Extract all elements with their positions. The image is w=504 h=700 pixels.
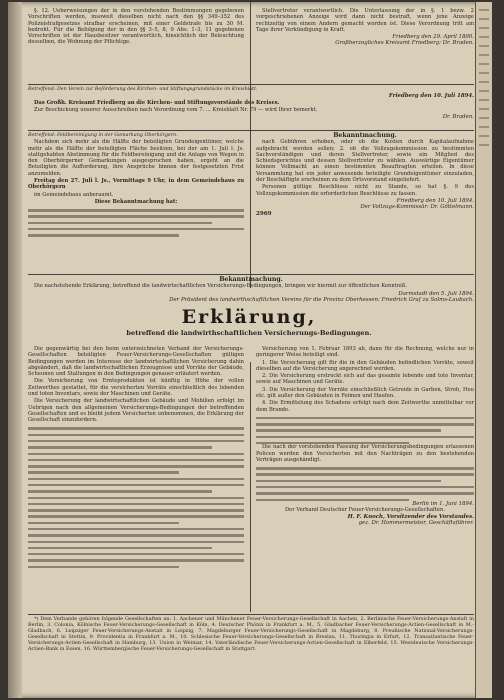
notice-date: Friedberg den 10. Juli 1894. xyxy=(388,93,474,100)
signature-date: Berlin im 1. Juni 1894. xyxy=(412,500,474,507)
declaration-subtitle: betreffend die landwirthschaftlichen Versicherungs-Bedingungen. xyxy=(126,329,372,337)
declaration-left-column xyxy=(28,346,244,568)
announcement-block xyxy=(256,133,474,217)
signature-commissioner: Der Vollzugs-Kommissär: Dr. Göttelmann. xyxy=(360,204,474,211)
top-right-paragraph xyxy=(256,8,474,47)
notice-text: Zur Beschickung unserer Ausschreiben nach Verordnung vom 7. ... Kreisblatt Nr. 79 — wird Ihrer bemerkt. xyxy=(34,106,318,113)
declaration-title: Erklärung, xyxy=(181,306,317,328)
notice-signature: Der Präsident des landwirthschaftlichen Vereins für die Provinz Oberhessen: Friedrich Graf zu Solms-Laubach. xyxy=(169,296,474,303)
announcement-heading: Bekanntmachung. xyxy=(333,132,397,139)
notice-addressee: Das Großh. Kreisamt Friedberg an die Kirchen- und Stiftungsvorstände des Kreises. xyxy=(34,99,280,106)
top-left-paragraph xyxy=(28,8,244,47)
list-item: 4. Die Ermittelung des Schadens erfolgt nach dem Zeitwerthe unmittelbar vor dem Brande. xyxy=(256,400,474,413)
footnote xyxy=(28,617,474,653)
insurance-notice xyxy=(28,277,474,303)
newspaper-page xyxy=(8,2,492,698)
list-item: 3. Die Versicherung der Vorräte einschließlich Getreide in Garben, Stroh, Heu etc. gilt außer den Gebäuden in Feimen und Haufen. xyxy=(256,386,474,400)
signature-date: Friedberg den 10. Juli 1894. xyxy=(396,197,474,204)
paragraph-text: Die Versicherung der landwirtschaftlichen Gebäude und Mobilien erfolgt im Uebrigen nach den allgemeinen Versicherungs-Bedingungen der betreffenden Gesellschaften und es bleibt jedem Versicherten unbenommen, die Erklärung der Gesellschaft einzufordern. xyxy=(28,398,244,424)
meeting-date: Freitag den 27. Juli l. Js., Vormittags 9 Uhr, in dem Gemeindehaus zu Oberhörgern xyxy=(28,178,244,191)
paragraph-text: §. 12. Ueberweisungen der in den vorstehenden Bestimmungen gegebenen Vorschriften werden, insoweit dieselben nicht nach den §§ 349–352 des Polizeistrafgesetzes strafbar erscheinen, mit einer Geldstrafe bis zu 30 M. bedroht. Für die Befolgung der in den §§ 3–5, 8, 9 Abs. 1–3, 11 gegebenen Vorschriften ist der Hausbesitzer verantwortlich, hinsichtlich der Beleuchtung desselben, die Wohnung der Pflichtige. xyxy=(28,8,244,46)
binding-gutter xyxy=(8,2,22,698)
church-notice xyxy=(28,87,474,120)
signature-manager: gez. Dr. Hammermeister, Geschäftsführer. xyxy=(358,519,474,526)
notice-text: Die nachstehende Erklärung, betreffend die landwirtschaftlichen Versicherungs-Bedingungen, bringen wir hiermit zur öffentlichen Kenntniß. xyxy=(34,283,407,290)
paragraph-text: Stellvertreter verantwortlich. Die Unterlassung der in §. 1 bezw. 2 vorgeschriebenen Anzeige wird dann nicht bestraft, wenn jene Anzeige rechtzeitig von einem Andern gemacht worden ist. Diese Verordnung tritt am Tage ihrer Verkündigung in Kraft. xyxy=(256,8,474,33)
agenda-label: Diese Bekanntmachung hat: xyxy=(94,198,178,205)
paragraph-text: Die gegenwärtig bei den beim unterzeichneten Verband der Versicherungs-Gesellschaften beteiligten Feuer-Versicherungs-Gesellschaften gültigen Bedingungen werden im Interesse der landwirtschaftlichen Versicherung dahin abgeändert, daß die landwirtschaftlichen Erzeugnisse und Vorräte der Gebäude, Scheunen und Stallungen in den Bedingungen genauer erläutert werden. xyxy=(28,346,244,378)
reference-number: 2969 xyxy=(256,210,272,217)
signature-authority: Großherzogliches Kreisamt Friedberg: Dr. Braden. xyxy=(335,40,474,47)
organization-name: Der Verband Deutscher Feuer-Versicherungs-Gesellschaften. xyxy=(285,507,445,514)
paragraph-text: nach Gebühren erhoben, oder ob die Kosten durch Kapitalaufnahme aufgebracht werden sollen; 2. ob die Vollzugskommission zu bestimmten Sachverständigen und deren Stellvertreter, sowie ein Mitglied des Schiedsgerichtes und dessen Stellvertreter zu wählen. Auswärtige Eigentümer können Vollmacht an einen bestimmten Beauftragten erteilen. In diese Versammlung hat ein jeder anwesende beteiligte Grundeigentümer einzuladen, der Beschäftigte erscheinen zu dem Ortsvorstand eingeliefert. xyxy=(256,139,474,184)
paragraph-text: Nachdem sich mehr als die Hälfte der beteiligten Grundeigentümer, welche mehr als die Hälfte der beteiligten Fläche besitzen, bei der am 1. Juli l. Js. stattgehabten Abstimmung für die Feldbereinigung und die Anlage von Wegen in den Oberhörgerner Gemarkungen ausgesprochen haben, ergeht an die Beteiligten die Aufforderung, ihre Ansprüche binnen der festgesetzten Frist anzumelden. xyxy=(28,139,244,177)
paragraph-text: Die nach der vorstehenden Fassung der Versicherungsbedingungen erlassenen Policen werden den Versicherten mit den Nachträgen zu den bestehenden Verträgen ausgehändigt. xyxy=(256,444,474,463)
field-consolidation-notice xyxy=(28,133,244,237)
paragraph-text: Die Versicherung von Ernteprodukten ist künftig in Höhe der vollen Zeitwerthes gestattet, für die versicherten Vorräte einschließlich des lebenden und toten Inventars, sowie der Maschinen und Geräte. xyxy=(28,378,244,398)
column-divider-top xyxy=(250,2,251,288)
signature-date: Friedberg den 29. April 1890. xyxy=(392,34,474,41)
column-divider-bottom xyxy=(250,362,251,612)
paragraph-text: Personen gültige Beschlüsse nicht zu Stande, so hat §. 9 des Vollzugskommission die erforderlichen Beschlüsse zu fassen. xyxy=(256,184,474,197)
paragraph-text: Versicherung von 1. Februar 1893 ab, dann für die Rechnung, welche nur in geringerer Weise beteiligt sind. xyxy=(256,346,474,359)
declaration-right-column xyxy=(256,346,474,526)
meta-label: Betreffend: Feldbereinigung in der Gemarkung Oberhörgern. xyxy=(28,133,178,138)
footnote-text: *) Dem Verbande gehören folgende Gesellschaften an: 1. Aachener und Münchener Feuer-Versicherungs-Gesellschaft in Aachen, 2. Berlinische Feuer-Versicherungs-Anstalt in Berlin, 3. Colonia, Kölnische Feuer-Versicherungs-Gesellschaft in Köln, 4. Deutscher Phönix in Frankfurt a. M., 5. Gladbacher Feuer-Versicherungs-Actien-Gesellschaft in M.-Gladbach, 6. Leipziger Feuer-Versicherungs-Anstalt in Leipzig, 7. Magdeburger Feuer-Versicherungs-Gesellschaft in Magdeburg, 8. Preußische National-Versicherungs-Gesellschaft in Stettin, 9. Providentia in Frankfurt a. M., 10. Schlesische Feuer-Versicherungs-Gesellschaft in Breslau, 11. Thuringia in Erfurt, 12. Transatlantische Feuer-Versicherungs-Actien-Gesellschaft in Hamburg, 13. Union in Weimar, 14. Vaterländische Feuer-Versicherungs-Actien-Gesellschaft in Elberfeld, 15. Westdeutsche Versicherungs-Actien-Bank in Essen, 16. Württembergische Feuer-Versicherungs-Gesellschaft in Stuttgart. xyxy=(28,616,474,652)
meta-label: Betreffend: Den Verein zur Beförderung des Kirchen- und Stiftungsgrundstücke im Kreisblatt. xyxy=(28,87,258,92)
notice-heading: Bekanntmachung. xyxy=(219,276,283,283)
adjacent-column-edge xyxy=(475,2,492,698)
list-item: 2. Die Versicherung erstreckt sich auf das gesamte lebende und tote Inventar, sowie auf Maschinen und Geräte. xyxy=(256,373,474,386)
notice-signature: Dr. Braden. xyxy=(442,114,474,121)
signature-chairman: H. F. Knoch, Vorsitzender des Vorstandes. xyxy=(347,513,474,520)
notice-date: Darmstadt den 5. Juli 1894. xyxy=(398,290,474,297)
paragraph-text: im Gemeindehaus anberaumt. xyxy=(34,191,114,198)
list-item: 1. Die Versicherung gilt für die in den Gebäuden befindlichen Vorräte, soweit dieselben auf die Versicherung angerechnet werden. xyxy=(256,359,474,372)
